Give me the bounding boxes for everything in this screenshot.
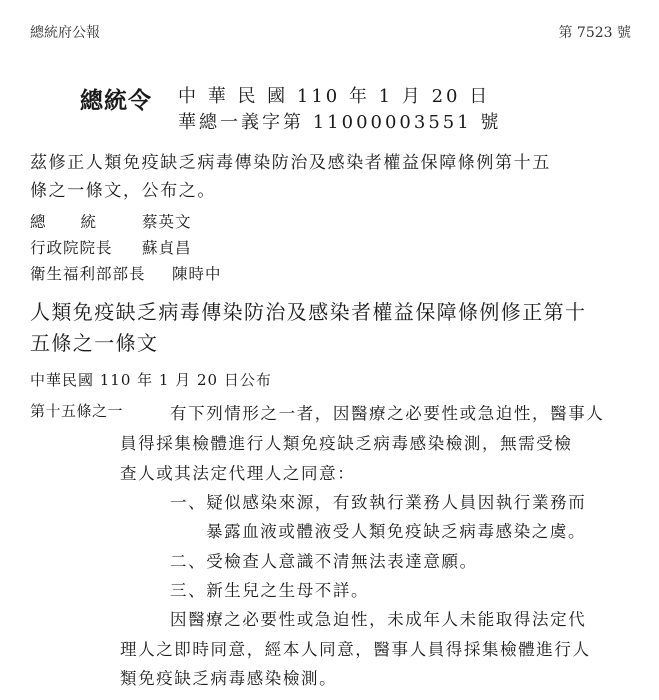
signatory-name: 陳時中 [172, 265, 222, 283]
article-line: 員得採集檢體進行人類免疫缺乏病毒感染檢測，無需受檢 [120, 434, 573, 453]
publication-name: 總統府公報 [30, 25, 100, 41]
decree-title: 總統令 [80, 87, 152, 114]
signatory-minister [30, 262, 222, 284]
decree-date: 中 華 民 國 110 年 1 月 20 日 [178, 86, 491, 107]
law-title-line: 五條之一條文 [30, 331, 159, 355]
promulgation-date: 中華民國 110 年 1 月 20 日公布 [30, 371, 272, 389]
article-item: 一、疑似感染來源，有致執行業務人員因執行業務而 [170, 493, 587, 512]
article-item: 三、新生兒之生母不詳。 [170, 581, 370, 600]
article-number: 第十五條之一 [30, 402, 124, 420]
article-line: 查人或其法定代理人之同意： [120, 464, 356, 483]
decree-text-line: 條之一條文，公布之。 [30, 181, 216, 201]
article-line: 有下列情形之一者，因醫療之必要性或急迫性，醫事人 [170, 404, 605, 423]
signatory-name: 蘇貞昌 [142, 239, 192, 257]
signatory-role: 行政院院長 [30, 239, 113, 257]
signatory-role: 衛生福利部部長 [30, 265, 146, 283]
article-item: 二、受檢查人意識不清無法表達意願。 [170, 552, 478, 571]
signatory-premier [30, 236, 192, 258]
signatory-president [30, 210, 192, 232]
law-title-line: 人類免疫缺乏病毒傳染防治及感染者權益保障條例修正第十 [30, 300, 587, 324]
signatory-name: 蔡英文 [142, 213, 192, 231]
article-line: 因醫療之必要性或急迫性，未成年人未能取得法定代 [170, 610, 587, 629]
decree-text-line: 茲修正人類免疫缺乏病毒傳染防治及感染者權益保障條例第十五 [30, 153, 551, 173]
signatory-role: 總統 [30, 213, 132, 231]
article-item-continued: 暴露血液或體液受人類免疫缺乏病毒感染之虞。 [206, 522, 587, 541]
issue-number: 第 7523 號 [558, 25, 631, 41]
article-line: 類免疫缺乏病毒感染檢測。 [120, 669, 338, 688]
article-line: 理人之即時同意，經本人同意，醫事人員得採集檢體進行人 [120, 640, 591, 659]
decree-number: 華總一義字第 11000003551 號 [178, 112, 502, 133]
